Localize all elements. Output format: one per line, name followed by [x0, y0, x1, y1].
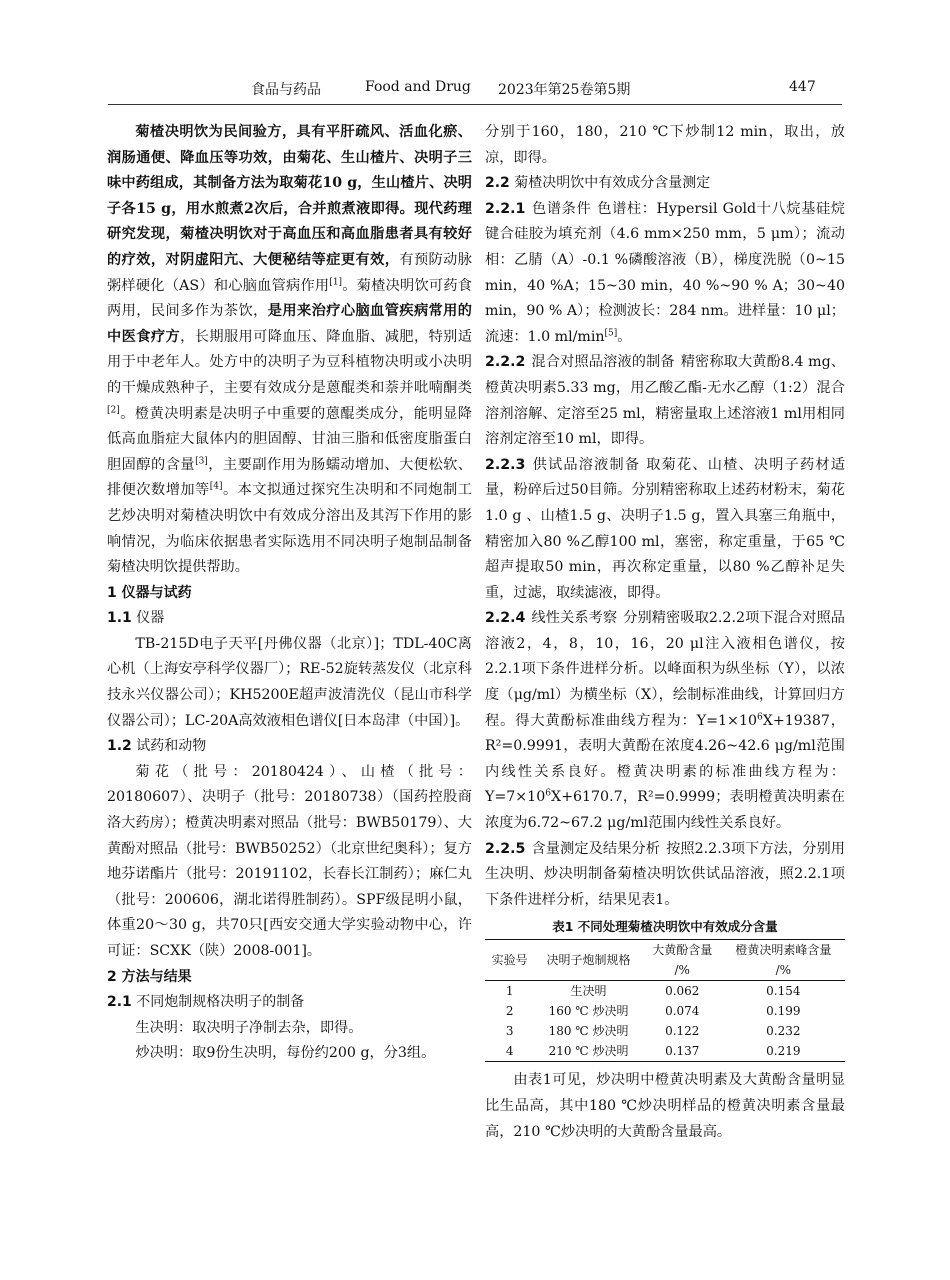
instruments-paragraph: TB-215D电子天平[丹佛仪器（北京）]；TDL-40C离心机（上海安亭科学仪器厂）；RE-52旋转蒸发仪（北京科技永兴仪器公司）；KH5200E超声波清洗仪（昆山市科学仪器公司）；LC-20A高效液相色谱仪[日本岛津（中国）]。: [107, 635, 472, 729]
raw-prep-paragraph: 生决明：取决明子净制去杂，即得。: [135, 1019, 363, 1036]
fried-prep-paragraph: 炒决明：取9份生决明，每份约200 g，分3组。: [135, 1045, 436, 1062]
section-2-2-5: 2.2.5 含量测定及结果分析 按照2.2.3项下方法，分别用生决明、炒决明制备菊楂决明饮供试品溶液，照2.2.1项下条件进样分析，结果见表1。: [485, 840, 845, 908]
results-table: [485, 939, 845, 1062]
section-2-2-1: 2.2.1 色谱条件 色谱柱：Hypersil Gold十八烷基硅烷键合硅胶为填充剂（4.6 mm×250 mm，5 μm）；流动相：乙腈（A）-0.1 %磷酸溶液（B），梯度洗脱（0~15 min，40 %A；15~30 min，40 %~90 % A；30~40 min，90 % A）；检测波长：284 nm。进样量：10 μl；流速：1.0 ml/min[5]。: [485, 200, 845, 345]
intro-paragraph: 菊楂决明饮为民间验方，具有平肝疏风、活血化瘀、润肠通便、降血压等功效，由菊花、生山楂片、决明子三味中药组成，其制备方法为取菊花10 g，生山楂片、决明子各15 g，用水煎煮2次后，合并煎煮液即得。现代药理研究发现，菊楂决明饮对于高血压和高血脂患者具有较好的疗效，对阴虚阳亢、大便秘结等症更有效，有预防动脉粥样硬化（AS）和心脑血管病作用[1]。菊楂决明饮可药食两用，民间多作为茶饮，是用来治疗心脑血管疾病常用的中医食疗方，长期服用可降血压、降血脂、减肥，特别适用于中老年人。处方中的决明子为豆科植物决明或小决明的干燥成熟种子，主要有效成分是蒽醌类和萘并吡喃酮类[2]。橙黄决明素是决明子中重要的蒽醌类成分，能明显降低高血脂症大鼠体内的胆固醇、甘油三脂和低密度脂蛋白胆固醇的含量[3]，主要副作用为肠蠕动增加、大便松软、排便次数增加等[4]。本文拟通过探究生决明和不同炮制工艺炒决明对菊楂决明饮中有效成分溶出及其泻下作用的影响情况，为临床依据患者实际选用不同决明子炮制品制备菊楂决明饮提供帮助。: [107, 124, 472, 576]
col-header-id: 实验号: [485, 940, 534, 981]
journal-name-cn: 食品与药品: [251, 82, 321, 98]
subsection-heading-1-2: 1.2 试药和动物: [107, 738, 207, 755]
section-heading-2: 2 方法与结果: [107, 968, 192, 985]
col-header-spec: 决明子炮制规格: [534, 940, 642, 981]
header-rule: [108, 104, 842, 105]
left-column: [107, 120, 472, 1067]
reagents-paragraph: 菊花（批号：20180424）、山楂（批号：20180607）、决明子（批号：20180738）（国药控股商洛大药房）；橙黄决明素对照品（批号：BWB50179）、大黄酚对照品（批号：BWB50252）（北京世纪奥科）；复方地芬诺酯片（批号：20191102，长春长江制药）；麻仁丸（批号：200606，湖北诺得胜制药）。SPF级昆明小鼠，体重20～30 g，共70只[西安交通大学实验动物中心，许可证：SCXK（陕）2008-001]。: [107, 763, 472, 959]
fried-prep-continued: 分别于160，180，210 ℃下炒制12 min，取出，放凉，即得。: [485, 124, 845, 166]
section-heading-1: 1 仪器与试药: [107, 584, 192, 601]
journal-name-en: Food and Drug: [365, 79, 471, 95]
right-column: [485, 120, 845, 1145]
subsection-heading-2-1: 2.1 不同炮制规格决明子的制备: [107, 994, 305, 1011]
col-unit-aurantio: /%: [722, 960, 845, 981]
issue-info: 2023年第25卷第5期: [498, 82, 631, 98]
section-2-2-4: 2.2.4 线性关系考察 分别精密吸取2.2.2项下混合对照品溶液2，4，8，10，16，20 μl注入液相色谱仪，按2.2.1项下条件进样分析。以峰面积为纵坐标（Y），以浓度（μg/ml）为横坐标（X），绘制标准曲线，计算回归方程。得大黄酚标准曲线方程为：$Y=1\times 10^6X+19387$，R²=0.9991，表明大黄酚在浓度4.26~42.6 μg/ml范围内线性关系良好。橙黄决明素的标准曲线方程为：$Y=7\times 10^6X+6170.7$，R²=0.9999；表明橙黄决明素在浓度为6.72~67.2 μg/ml范围内线性关系良好。: [485, 610, 845, 832]
section-2-2-3: 2.2.3 供试品溶液制备 取菊花、山楂、决明子药材适量，粉碎后过50目筛。分别精密称取上述药材粉末，菊花1.0 g 、山楂1.5 g、决明子1.5 g，置入具塞三角瓶中，精密加入80 %乙醇100 ml，塞密，称定重量，于65 ℃超声提取50 min，再次称定重量，以80 %乙醇补足失重，过滤，取续滤液，即得。: [485, 456, 845, 601]
subsection-heading-2-2: 2.2 菊楂决明饮中有效成分含量测定: [485, 175, 711, 192]
running-header: [0, 79, 950, 103]
section-2-2-2: 2.2.2 混合对照品溶液的制备 精密称取大黄酚8.4 mg、橙黄决明素5.33 mg，用乙酸乙酯-无水乙醇（1:2）混合溶剂溶解、定溶至25 ml，精密量取上述溶液1 ml用相同溶剂定溶至10 ml，即得。: [485, 354, 845, 448]
table-row: 3 180 ℃ 炒决明 0.122 0.232: [505, 1024, 801, 1039]
page-number: 447: [789, 79, 816, 95]
table-row: 2 160 ℃ 炒决明 0.074 0.199: [505, 1004, 801, 1019]
col-header-aurantio: 橙黄决明素峰含量: [722, 940, 845, 961]
table-row: 1 生决明 0.062 0.154: [505, 984, 801, 999]
conclusion-paragraph: 由表1可见，炒决明中橙黄决明素及大黄酚含量明显比生品高，其中180 ℃炒决明样品的橙黄决明素含量最高，210 ℃炒决明的大黄酚含量最高。: [485, 1072, 845, 1140]
table-title: 表1 不同处理菊楂决明饮中有效成分含量: [552, 919, 778, 935]
col-unit-chrysophanol: /%: [643, 960, 722, 981]
table-row: 4 210 ℃ 炒决明 0.137 0.219: [485, 1041, 845, 1062]
col-header-chrysophanol: 大黄酚含量: [643, 940, 722, 961]
subsection-heading-1-1: 1.1 仪器: [107, 610, 165, 627]
